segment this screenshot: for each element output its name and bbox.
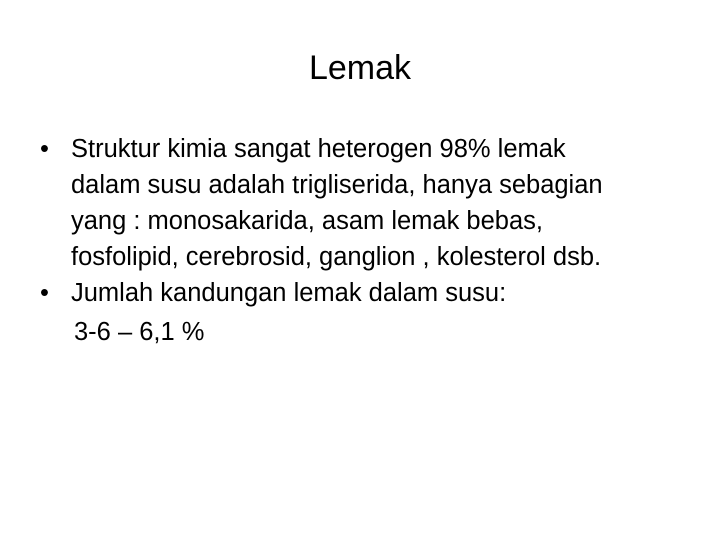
bullet-icon: • <box>40 135 49 163</box>
bullet-item <box>40 275 700 311</box>
slide-content <box>40 131 700 350</box>
bullet-item <box>40 131 700 275</box>
bullet-text-line: fosfolipid, cerebrosid, ganglion , kolesterol dsb. <box>71 243 602 271</box>
bullet-text-line: yang : monosakarida, asam lemak bebas, <box>71 207 543 235</box>
fat-content-value: 3-6 – 6,1 % <box>74 318 205 346</box>
bullet-text-line: Struktur kimia sangat heterogen 98% lemak <box>71 135 566 163</box>
bullet-text-line: Jumlah kandungan lemak dalam susu: <box>71 279 507 307</box>
bullet-text-line: dalam susu adalah trigliserida, hanya sebagian <box>71 171 603 199</box>
slide-title: Lemak <box>308 49 412 87</box>
bullet-icon: • <box>40 279 49 307</box>
